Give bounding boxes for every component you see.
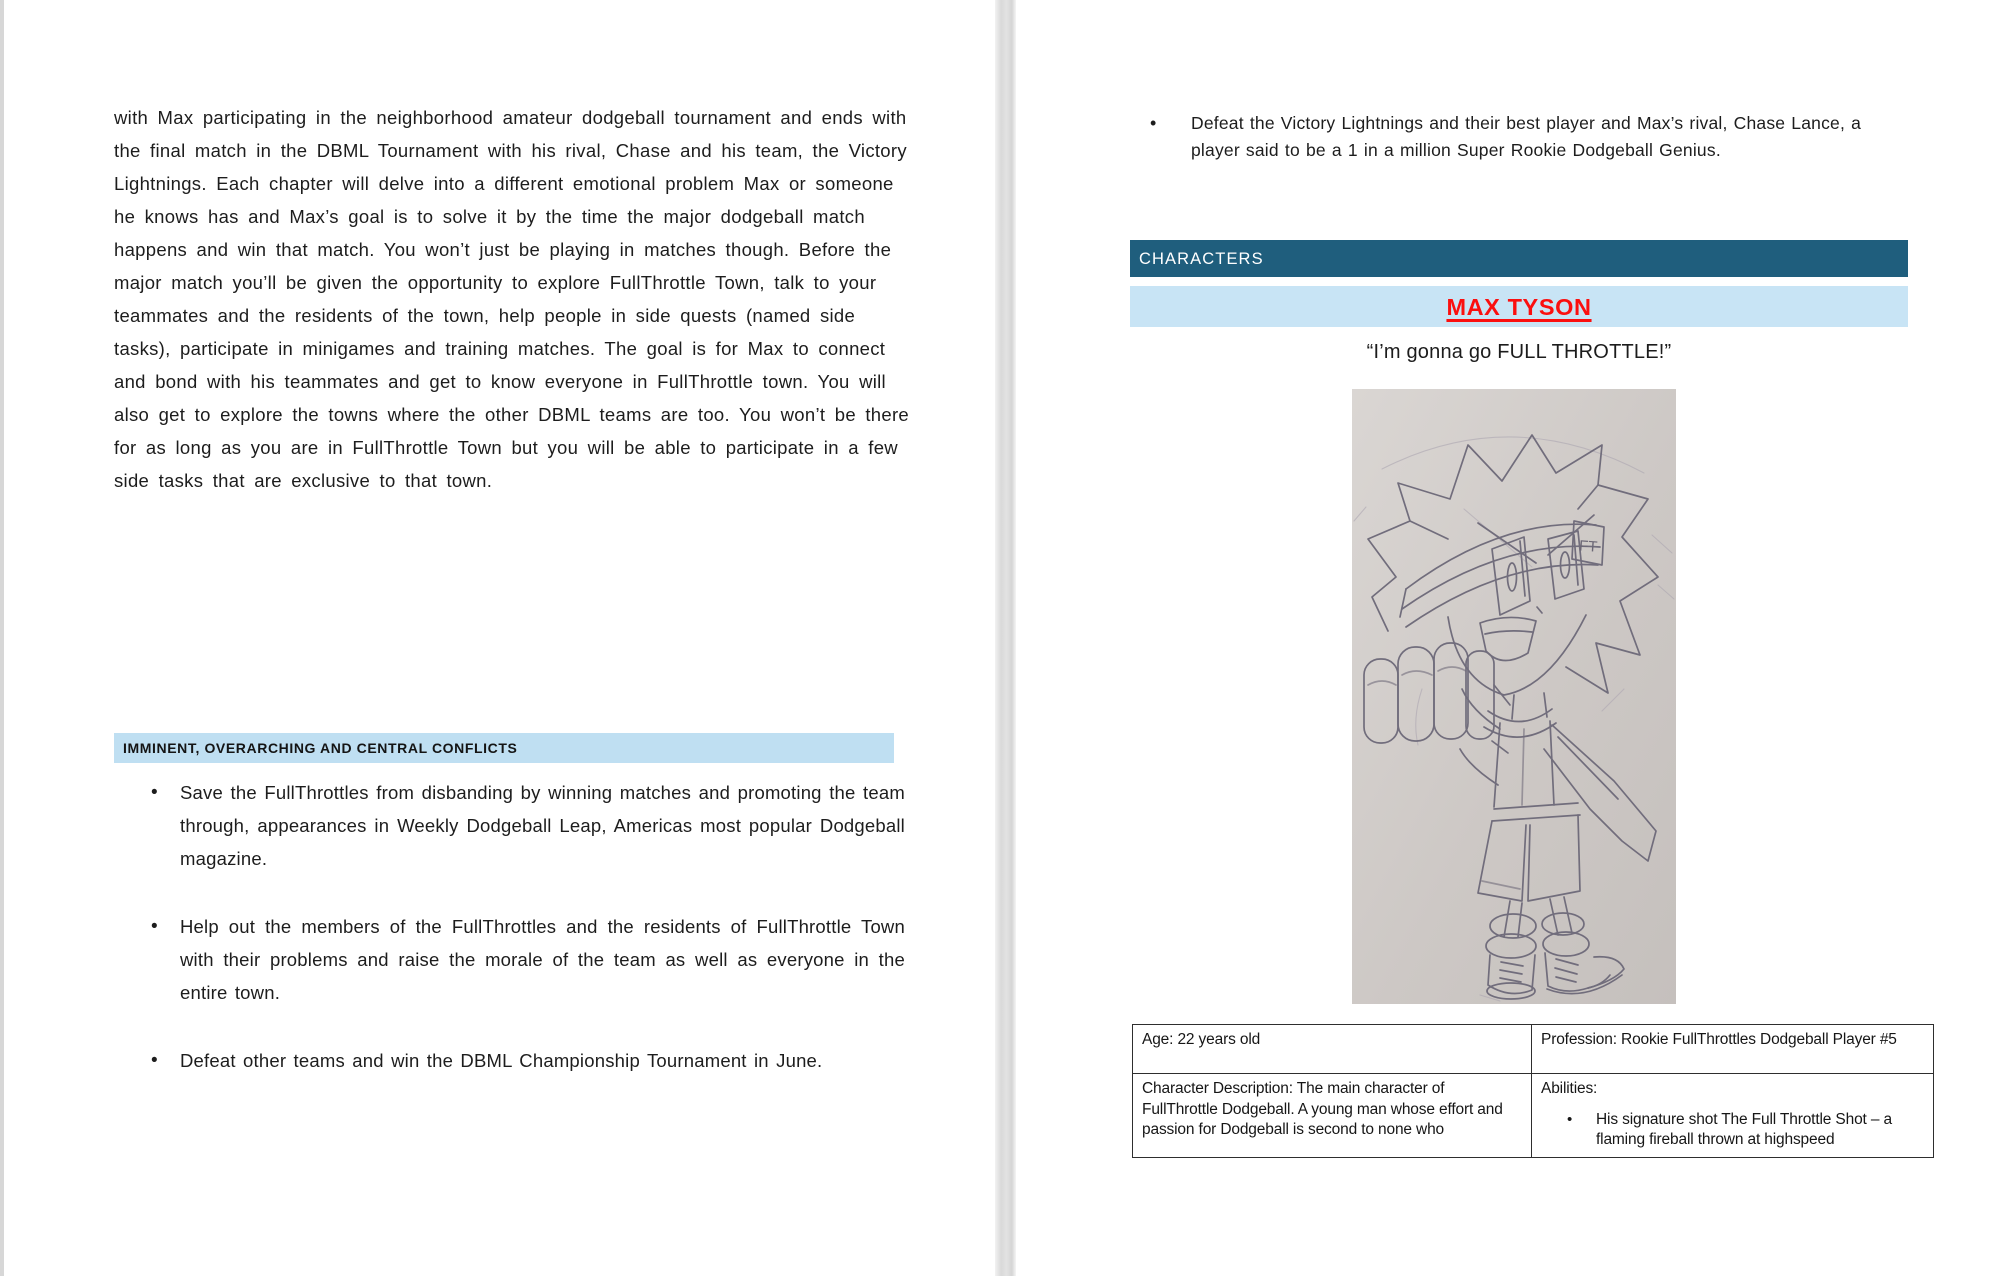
defeat-lightnings-bullet: • Defeat the Victory Lightnings and their best player and Max’s rival, Chase Lance, a player said to be a 1 in a million Super Rookie Dodgeball Genius. [1130,110,1910,164]
character-name: MAX TYSON [1446,294,1592,320]
character-name-band [1130,286,1908,327]
character-sketch-image [1352,389,1676,1004]
conflict-bullet-save-team: • Save the FullThrottles from disbanding by winning matches and promoting the team through, appearances in Weekly Dodgeball Leap, Americas most popular Dodgeball magazine. [114,776,905,875]
canvas-left-edge [0,0,4,1276]
conflict-bullet-help-town: • Help out the members of the FullThrottles and the residents of FullThrottle Town with their problems and raise the morale of the team as well as everyone in the entire town. [114,910,905,1009]
pencil-sketch-max-tyson [1352,389,1676,1004]
intro-paragraph: with Max participating in the neighborhood amateur dodgeball tournament and ends with the final match in the DBML Tournament with his rival, Chase and his team, the Victory Lightnings. Each chapter will delve into a different emotional problem Max or someone he knows has and Max’s goal is to solve it by the time the major dodgeball match happens and win that match. You won’t just be playing in matches though. Before the major match you’ll be given the opportunity to explore FullThrottle Town, talk to your teammates and the residents of the town, help people in side quests (named side tasks), participate in minigames and training matches. The goal is for Max to connect and bond with his teammates and get to know everyone in FullThrottle town. You will also get to explore the towns where the other DBML teams are too. You won’t be there for as long as you are in FullThrottle Town but you will be able to participate in a few side tasks that are exclusive to that town. [114,107,910,491]
abilities-cell [1532,1074,1934,1158]
profession-cell: Profession: Rookie FullThrottles Dodgeball Player #5 [1532,1025,1934,1074]
conflict-bullet-win-tournament: • Defeat other teams and win the DBML Championship Tournament in June. [114,1044,905,1077]
conflicts-section-header: IMMINENT, OVERARCHING AND CENTRAL CONFLICTS [114,733,894,763]
ability-bullet: • His signature shot The Full Throttle Shot – a flaming fireball thrown at highspeed [1541,1110,1923,1151]
table-row [1133,1025,1934,1074]
characters-section-header: CHARACTERS [1130,240,1908,277]
character-info-table [1132,1024,1934,1158]
character-quote: “I’m gonna go FULL THROTTLE!” [1366,341,1672,363]
table-row [1133,1074,1934,1158]
abilities-label: Abilities: [1541,1080,1598,1097]
conflicts-bullet-list [114,776,905,1112]
age-cell: Age: 22 years old [1133,1025,1532,1074]
page-separator [995,0,1016,1276]
emblem-text: FT [1578,537,1598,556]
description-cell: Character Description: The main character of FullThrottle Dodgeball. A young man whose effort and passion for Dodgeball is second to none who [1133,1074,1532,1158]
